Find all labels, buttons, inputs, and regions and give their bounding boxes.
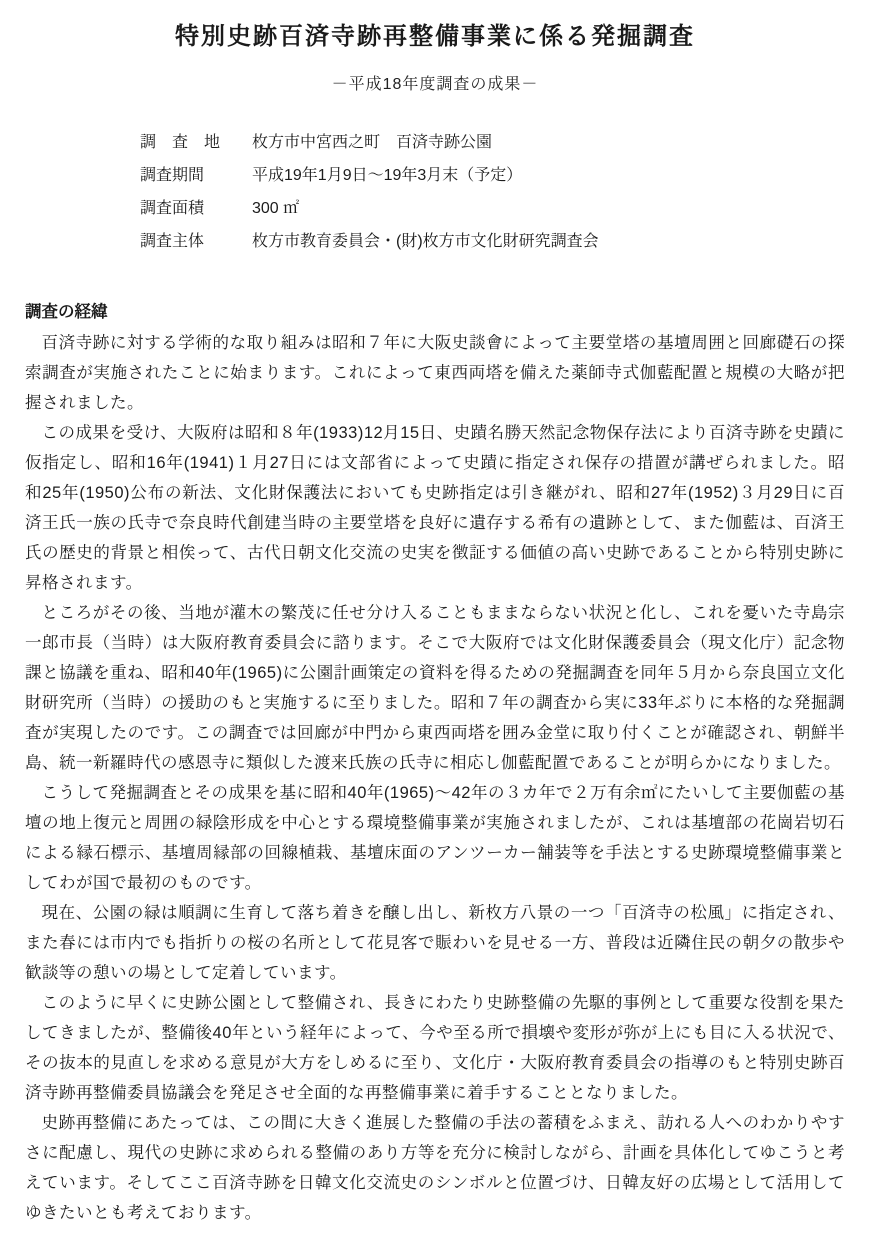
body-paragraph: 史跡再整備にあたっては、この間に大きく進展した整備の手法の蓄積をふまえ、訪れる人へのわかりやすさに配慮し、現代の史跡に求められる整備のあり方等を充分に検討しながら、計画を具体化してゆこうと考えています。そしてここ百済寺跡を日韓文化交流史のシンボルと位置づけ、日韓友好の広場として活用してゆきたいとも考えております。: [25, 1114, 846, 1222]
info-value-organizer: 枚方市教育委員会・(財)枚方市文化財研究調査会: [252, 233, 599, 250]
info-row-area: [140, 192, 870, 225]
info-value-site: 枚方市中宮西之町 百済寺跡公園: [252, 134, 493, 151]
info-label-period: 調査期間: [140, 167, 205, 184]
info-row-period: [140, 159, 870, 192]
body-paragraph: こうして発掘調査とその成果を基に昭和40年(1965)～42年の３カ年で２万有余㎡にたいして主要伽藍の基壇の地上復元と周囲の緑陰形成を中心とする環境整備事業が実施されましたが、これは基壇部の花崗岩切石による縁石標示、基壇周縁部の回線植栽、基壇床面のアンツーカー舗装等を手法とする史跡環境整備事業としてわが国で最初のものです。: [25, 784, 845, 892]
info-value-area: 300 ㎡: [252, 200, 300, 217]
body-paragraph: 百済寺跡に対する学術的な取り組みは昭和７年に大阪史談會によって主要堂塔の基壇周囲と回廊礎石の探索調査が実施されたことに始まります。これによって東西両塔を備えた薬師寺式伽藍配置と規模の大略が把握されました。: [25, 334, 845, 412]
survey-info-table: [140, 126, 870, 258]
body-paragraph: この成果を受け、大阪府は昭和８年(1933)12月15日、史蹟名勝天然記念物保存法により百済寺跡を史蹟に仮指定し、昭和16年(1941)１月27日には文部省によって史蹟に指定され保存の措置が講ぜられました。昭和25年(1950)公布の新法、文化財保護法においても史跡指定は引き継がれ、昭和27年(1952)３月29日に百済王氏一族の氏寺で奈良時代創建当時の主要堂塔を良好に遺存する希有の遺跡として、また伽藍は、百済王氏の歴史的背景と相俟って、古代日朝文化交流の史実を徴証する価値の高い史跡であることから特別史跡に昇格されます。: [25, 424, 845, 592]
body-paragraph: 現在、公園の緑は順調に生育して落ち着きを醸し出し、新枚方八景の一つ「百済寺の松風」に指定され、また春には市内でも指折りの桜の名所として花見客で賑わいを見せる一方、普段は近隣住民の朝夕の散歩や歓談等の憩いの場として定着しています。: [25, 904, 845, 982]
info-row-organizer: [140, 225, 870, 258]
info-label-area: 調査面積: [140, 200, 205, 217]
body-paragraph: ところがその後、当地が灌木の繁茂に任せ分け入ることもままならない状況と化し、これを憂いた寺島宗一郎市長（当時）は大阪府教育委員会に諮ります。そこで大阪府では文化財保護委員会（現文化庁）記念物課と協議を重ね、昭和40年(1965)に公園計画策定の資料を得るための発掘調査を同年５月から奈良国立文化財研究所（当時）の援助のもと実施するに至りました。昭和７年の調査から実に33年ぶりに本格的な発掘調査が実現したのです。この調査では回廊が中門から東西両塔を囲み金堂に取り付くことが確認され、朝鮮半島、統一新羅時代の感恩寺に類似した渡来氏族の氏寺に相応し伽藍配置であることが明らかになりました。: [25, 604, 846, 772]
info-row-site: [140, 126, 870, 159]
document-body: [25, 298, 845, 1228]
info-label-site: 調 査 地: [140, 134, 221, 151]
body-paragraph: このように早くに史跡公園として整備され、長きにわたり史跡整備の先駆的事例として重要な役割を果たしてきましたが、整備後40年という経年によって、今や至る所で損壊や変形が弥が上にも目に入る状況で、その抜本的見直しを求める意見が大方をしめるに至り、文化庁・大阪府教育委員会の指導のもと特別史跡百済寺跡再整備委員協議会を発足させ全面的な再整備事業に着手することとなりました。: [25, 994, 845, 1102]
info-label-organizer: 調査主体: [140, 233, 205, 250]
section-heading: 調査の経緯: [25, 303, 108, 321]
document-subtitle: －平成18年度調査の成果－: [331, 76, 539, 93]
info-value-period: 平成19年1月9日～19年3月末（予定）: [252, 167, 523, 184]
document-title: 特別史跡百済寺跡再整備事業に係る発掘調査: [175, 23, 695, 50]
